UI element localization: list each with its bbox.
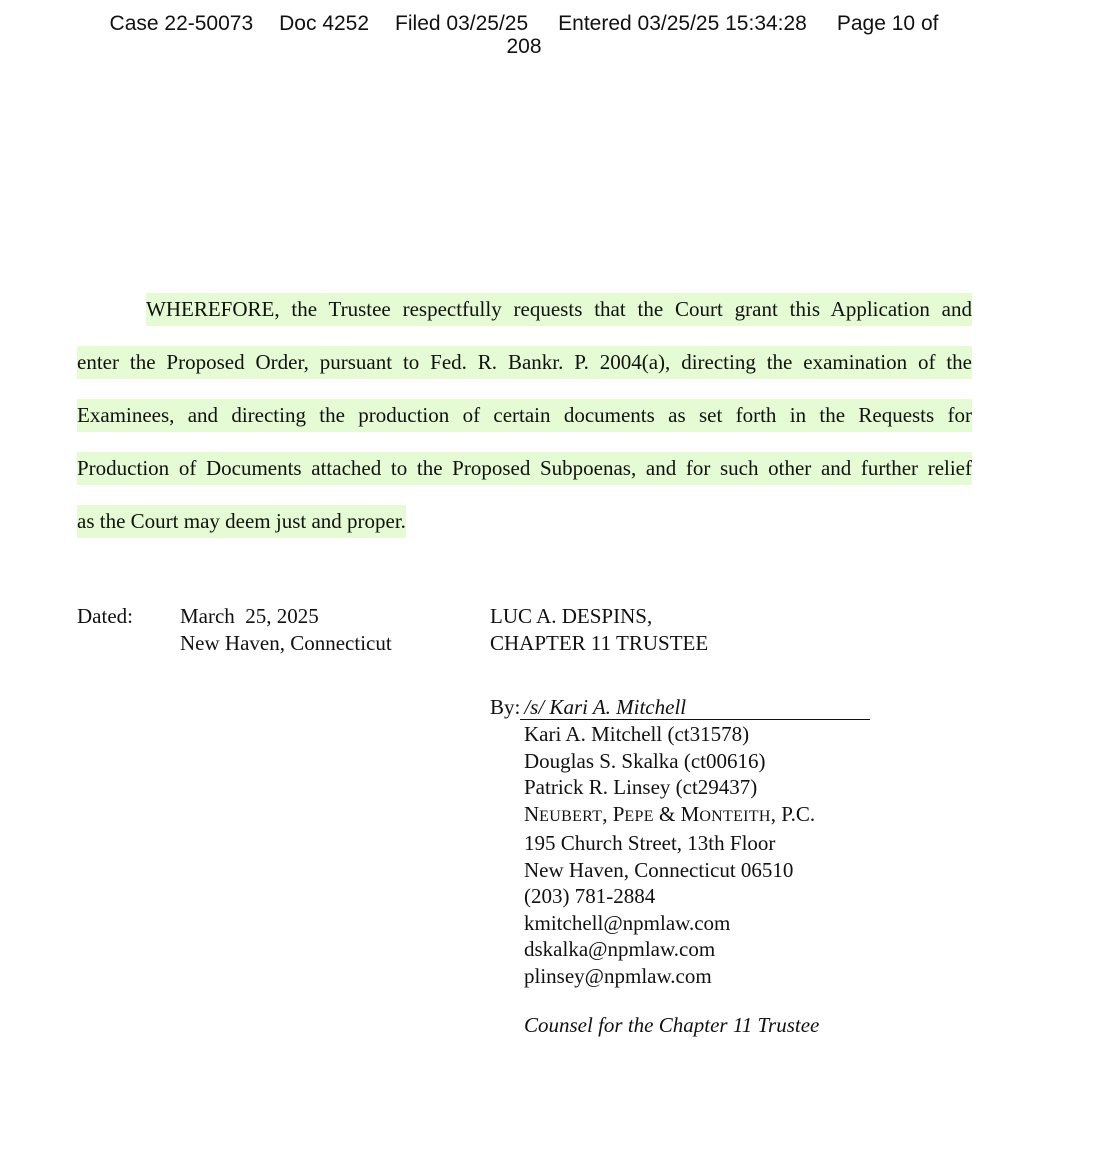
firm-name: NEUBERT, PEPE & MONTEITH, P.C.: [524, 801, 816, 826]
counsel-name: Patrick R. Linsey (ct29437): [524, 775, 758, 799]
dated-label: Dated:: [77, 604, 133, 628]
filed-date: Filed 03/25/25: [395, 12, 529, 35]
electronic-signature: /s/ Kari A. Mitchell: [520, 695, 870, 720]
counsel-block: [524, 721, 815, 989]
counsel-name: Douglas S. Skalka (ct00616): [524, 748, 766, 773]
highlighted-text: Production of Documents attached to the Proposed Subpoenas, and for such other and further relief: [77, 452, 972, 485]
firm-phone: (203) 781-2884: [524, 884, 656, 908]
counsel-role: Counsel for the Chapter 11 Trustee: [524, 1013, 820, 1037]
highlighted-text: enter the Proposed Order, pursuant to Fed. R. Bankr. P. 2004(a), directing the examination of the: [77, 346, 972, 379]
highlighted-text: Examinees, and directing the production of certain documents as set forth in the Requests for: [77, 399, 972, 432]
signing-location: New Haven, Connecticut: [180, 630, 392, 655]
wherefore-paragraph: [77, 283, 972, 548]
signing-date: March 25, 2025: [180, 604, 319, 628]
highlighted-text: WHEREFORE, the Trustee respectfully requests that the Court grant this Application and: [146, 293, 972, 326]
email-skalka: dskalka@npmlaw.com: [524, 937, 716, 961]
date-location: [180, 603, 392, 656]
trustee-name: LUC A. DESPINS,: [490, 604, 653, 628]
paragraph-line: [77, 442, 972, 495]
trustee-block: [490, 603, 708, 656]
trustee-title: CHAPTER 11 TRUSTEE: [490, 630, 709, 655]
filing-header: [0, 12, 1048, 58]
signature-line: [490, 694, 870, 721]
email-linsey: plinsey@npmlaw.com: [524, 963, 712, 988]
page-label: Page 10 of: [836, 12, 939, 35]
highlighted-text: as the Court may deem just and proper.: [77, 505, 406, 538]
paragraph-line: [77, 495, 972, 548]
paragraph-line: [77, 336, 972, 389]
case-number: Case 22-50073: [109, 12, 254, 35]
entered-date: Entered 03/25/25 15:34:28: [558, 12, 807, 35]
paragraph-line: [77, 389, 972, 442]
paragraph-line: [77, 283, 972, 336]
email-mitchell: kmitchell@npmlaw.com: [524, 910, 731, 935]
by-label: By:: [490, 695, 521, 719]
doc-number: Doc 4252: [279, 12, 370, 35]
counsel-name: Kari A. Mitchell (ct31578): [524, 722, 750, 746]
page-total: 208: [506, 35, 542, 58]
firm-street: 195 Church Street, 13th Floor: [524, 831, 776, 855]
firm-city: New Haven, Connecticut 06510: [524, 857, 794, 882]
